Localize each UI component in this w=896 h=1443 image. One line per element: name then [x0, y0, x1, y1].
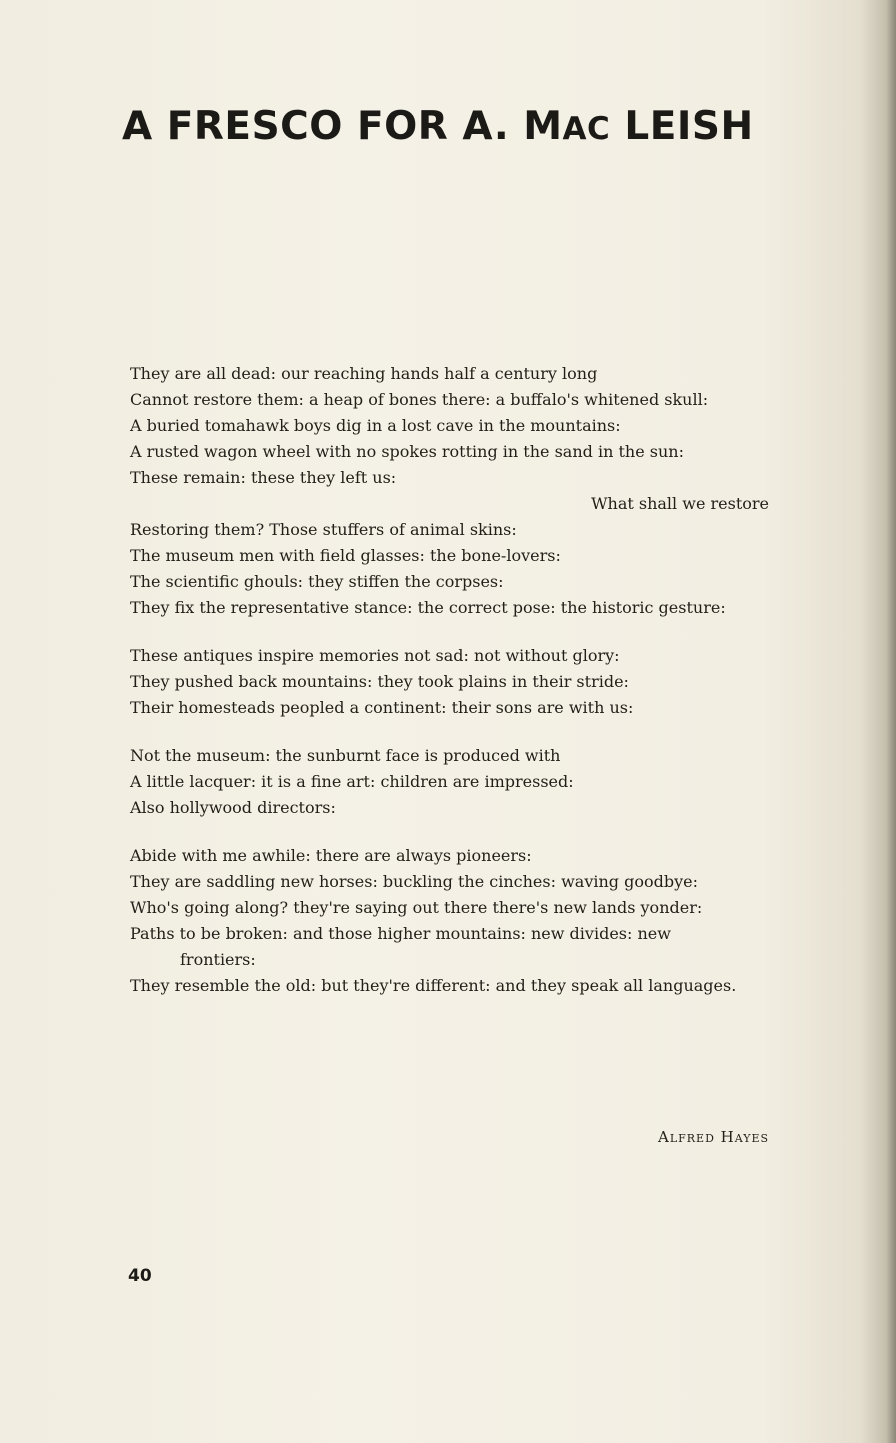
poem-line: Not the museum: the sunburnt face is produced with: [130, 746, 561, 765]
poem-line: Abide with me awhile: there are always pioneers:: [130, 846, 532, 865]
poem-line: Who's going along? they're saying out there there's new lands yonder:: [130, 898, 703, 917]
poem-line-continuation: frontiers:: [180, 950, 256, 969]
poem-line: Their homesteads peopled a continent: their sons are with us:: [130, 698, 634, 717]
stanza-break: [130, 821, 865, 843]
poem-title: [122, 104, 754, 149]
poem-line: The museum men with field glasses: the bone-lovers:: [130, 546, 561, 565]
poem-line: Paths to be broken: and those higher mountains: new divides: new: [130, 924, 671, 943]
poem-line: A rusted wagon wheel with no spokes rotting in the sand in the sun:: [130, 442, 684, 461]
poem-line: The scientific ghouls: they stiffen the corpses:: [130, 572, 504, 591]
poem-line: They resemble the old: but they're different: and they speak all languages.: [130, 976, 737, 995]
poem-line: Also hollywood directors:: [130, 798, 336, 817]
poem-line: A little lacquer: it is a fine art: children are impressed:: [130, 772, 574, 791]
poem-line: They fix the representative stance: the correct pose: the historic gesture:: [130, 598, 726, 617]
poem-line: A buried tomahawk boys dig in a lost cave in the mountains:: [130, 416, 621, 435]
author-name: Alfred Hayes: [658, 1128, 770, 1146]
title-part-small-caps: AC: [562, 111, 611, 147]
page-number: 40: [128, 1266, 152, 1286]
page-edge-shadow: [886, 0, 896, 1443]
poem-line: Cannot restore them: a heap of bones there: a buffalo's whitened skull:: [130, 390, 709, 409]
poem-line: They pushed back mountains: they took plains in their stride:: [130, 672, 629, 691]
title-part-last: LEISH: [610, 104, 754, 149]
poem-line: These antiques inspire memories not sad: not without glory:: [130, 646, 620, 665]
poem-line: They are all dead: our reaching hands half a century long: [130, 364, 598, 383]
poem-line: What shall we restore: [591, 494, 769, 513]
poem-line: They are saddling new horses: buckling the cinches: waving goodbye:: [130, 872, 698, 891]
poem-line: These remain: these they left us:: [130, 468, 397, 487]
stanza-break: [130, 721, 865, 743]
stanza-break: [130, 621, 865, 643]
title-part-main: A FRESCO FOR A. M: [122, 104, 563, 149]
poem-body: [130, 361, 865, 999]
poem-line: Restoring them? Those stuffers of animal skins:: [130, 520, 517, 539]
